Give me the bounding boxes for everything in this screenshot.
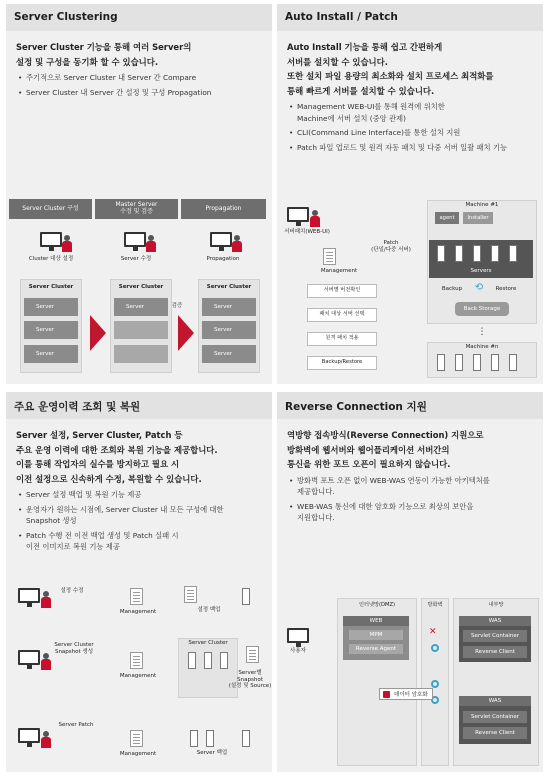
column-header: Master Server 수정 및 검증 [95,199,178,219]
management-label: Management [119,751,157,757]
server-icon [491,245,499,262]
document-icon [323,248,336,265]
server-node [114,321,168,339]
result-label: 설정 백업 [197,607,221,613]
user-icon [41,591,51,608]
document-icon [184,586,197,603]
server-icon [220,652,228,669]
history-diagram [6,582,272,770]
bullet: • Server 설정 백업 및 복원 기능 제공 [18,489,264,501]
installer-chip: Installer [463,212,493,224]
auto-install-diagram [277,194,543,382]
monitor-icon [40,232,62,247]
zone-label: 내부망 [488,602,504,608]
action-label: Server Patch [58,722,94,728]
user-caption: 서버패치(WEB-UI) [284,229,330,235]
server-clustering-panel [6,4,272,384]
servers-label: Servers [470,268,492,274]
web-header: WEB [343,616,409,626]
panel-title: 주요 운영이력 조회 및 복원 [6,392,272,419]
bullet: • 주기적으로 Server Cluster 내 Server 간 Compare [18,72,264,84]
action-label: 설정 수정 [60,588,84,594]
step-box: 서버별 버전확인 [307,284,377,298]
document-icon [130,730,143,747]
was-header: WAS [459,696,531,706]
server-icon [242,588,250,605]
user-icon [41,731,51,748]
monitor-icon [18,728,40,743]
cluster-label: Server Cluster [206,284,252,290]
cluster-label: Server Cluster [118,284,164,290]
server-node: Server [24,321,78,339]
history-panel [6,392,272,772]
monitor-icon [124,232,146,247]
panel-title: Reverse Connection 지원 [277,392,543,419]
bullet: • Management WEB-UI를 통해 원격에 위치한 Machine에 서버 설치 (중앙 관제) [289,101,535,124]
column-header: Propagation [181,199,266,219]
server-icon [455,245,463,262]
reverse-client-chip: Reverse Client [463,727,527,739]
user-icon [232,235,242,252]
zone-label: 인터넷망(DMZ) [358,602,396,608]
patch-label: Patch (단일/다중 서버) [371,240,411,253]
monitor-icon [287,628,309,643]
server-icon [437,354,445,371]
arrow-right-icon [90,315,106,351]
server-icon [204,652,212,669]
arrow-right-icon [178,315,194,351]
agent-chip: agent [435,212,459,224]
result-label: Server 백업 [196,750,228,756]
column-header: Server Cluster 구성 [9,199,92,219]
panel-lead: 역방향 접속방식(Reverse Connection) 지원으로 방화벽에 웹서버와 웹어플리케이션 서버간의 통신을 위한 포트 오픈이 필요하지 않습니다. [287,430,484,469]
server-icon [455,354,463,371]
bullet-list [6,489,272,553]
user-icon [146,235,156,252]
step-box: 원격 패치 적용 [307,332,377,346]
document-icon [246,646,259,663]
bullet: • 운영자가 원하는 시점에, Server Cluster 내 모든 구성에 대한 Snapshot 생성 [18,504,264,527]
reverse-diagram [277,588,543,770]
reverse-connection-panel [277,392,543,772]
server-icon [437,245,445,262]
server-icon [206,730,214,747]
servlet-chip: Servlet Container [463,630,527,642]
server-node: Server [24,298,78,316]
server-icon [491,354,499,371]
backup-label: Backup [441,286,463,292]
management-label: Management [320,268,358,274]
reverse-client-chip: Reverse Client [463,646,527,658]
user-icon [62,235,72,252]
bullet: • Patch 수행 전 이전 백업 생성 및 Patch 실패 시 이전 이미지로 복원 기능 제공 [18,530,264,553]
ellipsis: ⋮ [477,327,487,337]
server-node: Server [202,298,256,316]
mpm-chip: MPM [349,630,403,640]
bullet-list [277,475,543,524]
action-label: Server Cluster Snapshot 생성 [54,642,94,655]
bullet: • WEB-WAS 통신에 대한 암호화 기능으로 최상의 보안을 지원합니다. [289,501,535,524]
connection-icon [431,680,439,688]
monitor-icon [18,650,40,665]
server-node: Server [114,298,168,316]
caption: Cluster 대상 설정 [28,256,74,262]
back-storage: Back Storage [455,302,509,316]
monitor-icon [287,207,309,222]
panel-title: Server Clustering [6,4,272,31]
zone-label: 방화벽 [427,602,443,608]
monitor-icon [18,588,40,603]
server-icon [509,245,517,262]
bullet: • 방화벽 포트 오픈 없이 WEB-WAS 연동이 가능한 아키텍처를 제공합니다. [289,475,535,498]
server-node: Server [202,345,256,363]
result-label: Server별 Snapshot (설정 및 Source) [228,670,272,690]
user-icon [41,653,51,670]
server-icon [188,652,196,669]
server-icon [190,730,198,747]
server-node: Server [24,345,78,363]
server-icon [509,354,517,371]
server-icon [242,730,250,747]
server-node [114,345,168,363]
cluster-label: Server Cluster [188,640,228,646]
bullet: • CLI(Command Line Interface)를 통한 설치 지원 [289,127,535,139]
was-header: WAS [459,616,531,626]
reverse-agent-chip: Reverse Agent [349,644,403,654]
caption: Propagation [206,256,240,262]
monitor-icon [210,232,232,247]
panel-title: Auto Install / Patch [277,4,543,31]
bullet-list [6,72,272,98]
panel-lead: Server Cluster 기능을 통해 여러 Server의 설정 및 구성을 동기화 할 수 있습니다. [16,42,192,67]
bullet: • Server Cluster 내 Server 간 설정 및 구성 Propagation [18,87,264,99]
server-icon [473,245,481,262]
connection-icon [431,644,439,652]
verify-label: 검증 [171,303,183,309]
document-icon [130,652,143,669]
step-box: 패치 대상 서버 선택 [307,308,377,322]
auto-install-panel [277,4,543,384]
panel-lead: Auto Install 기능을 통해 쉽고 간편하게 서버를 설치할 수 있습니다. 또한 설치 파일 용량의 최소화와 설치 프로세스 최적화를 통해 빠르게 서버를 설치할 수 있습니다. [287,42,494,96]
server-icon [473,354,481,371]
blocked-icon: ✕ [429,627,437,637]
sync-icon: ⟲ [474,282,484,293]
management-label: Management [119,673,157,679]
document-icon [130,588,143,605]
encrypt-badge: 데이터 암호화 [379,688,433,700]
panel-lead: Server 설정, Server Cluster, Patch 등 주요 운영 이력에 대한 조회와 복원 기능을 제공합니다. 이를 통해 작업자의 실수를 방지하고 필요 시 이전 설정으로 신속하게 수정, 복원할 수 있습니다. [16,430,218,484]
cluster-label: Server Cluster [28,284,74,290]
step-box: Backup/Restore [307,356,377,370]
machine-label: Machine #1 [465,202,499,208]
caption: Server 수정 [120,256,152,262]
bullet-list [277,101,543,153]
clustering-diagram [6,199,272,379]
user-label: 사용자 [290,648,306,654]
server-node: Server [202,321,256,339]
bullet: • Patch 파일 업로드 및 원격 자동 패치 및 다중 서버 일괄 패치 기능 [289,142,535,154]
restore-label: Restore [495,286,517,292]
servlet-chip: Servlet Container [463,711,527,723]
management-label: Management [119,609,157,615]
user-icon [310,210,320,227]
machine-label: Machine #n [465,344,499,350]
